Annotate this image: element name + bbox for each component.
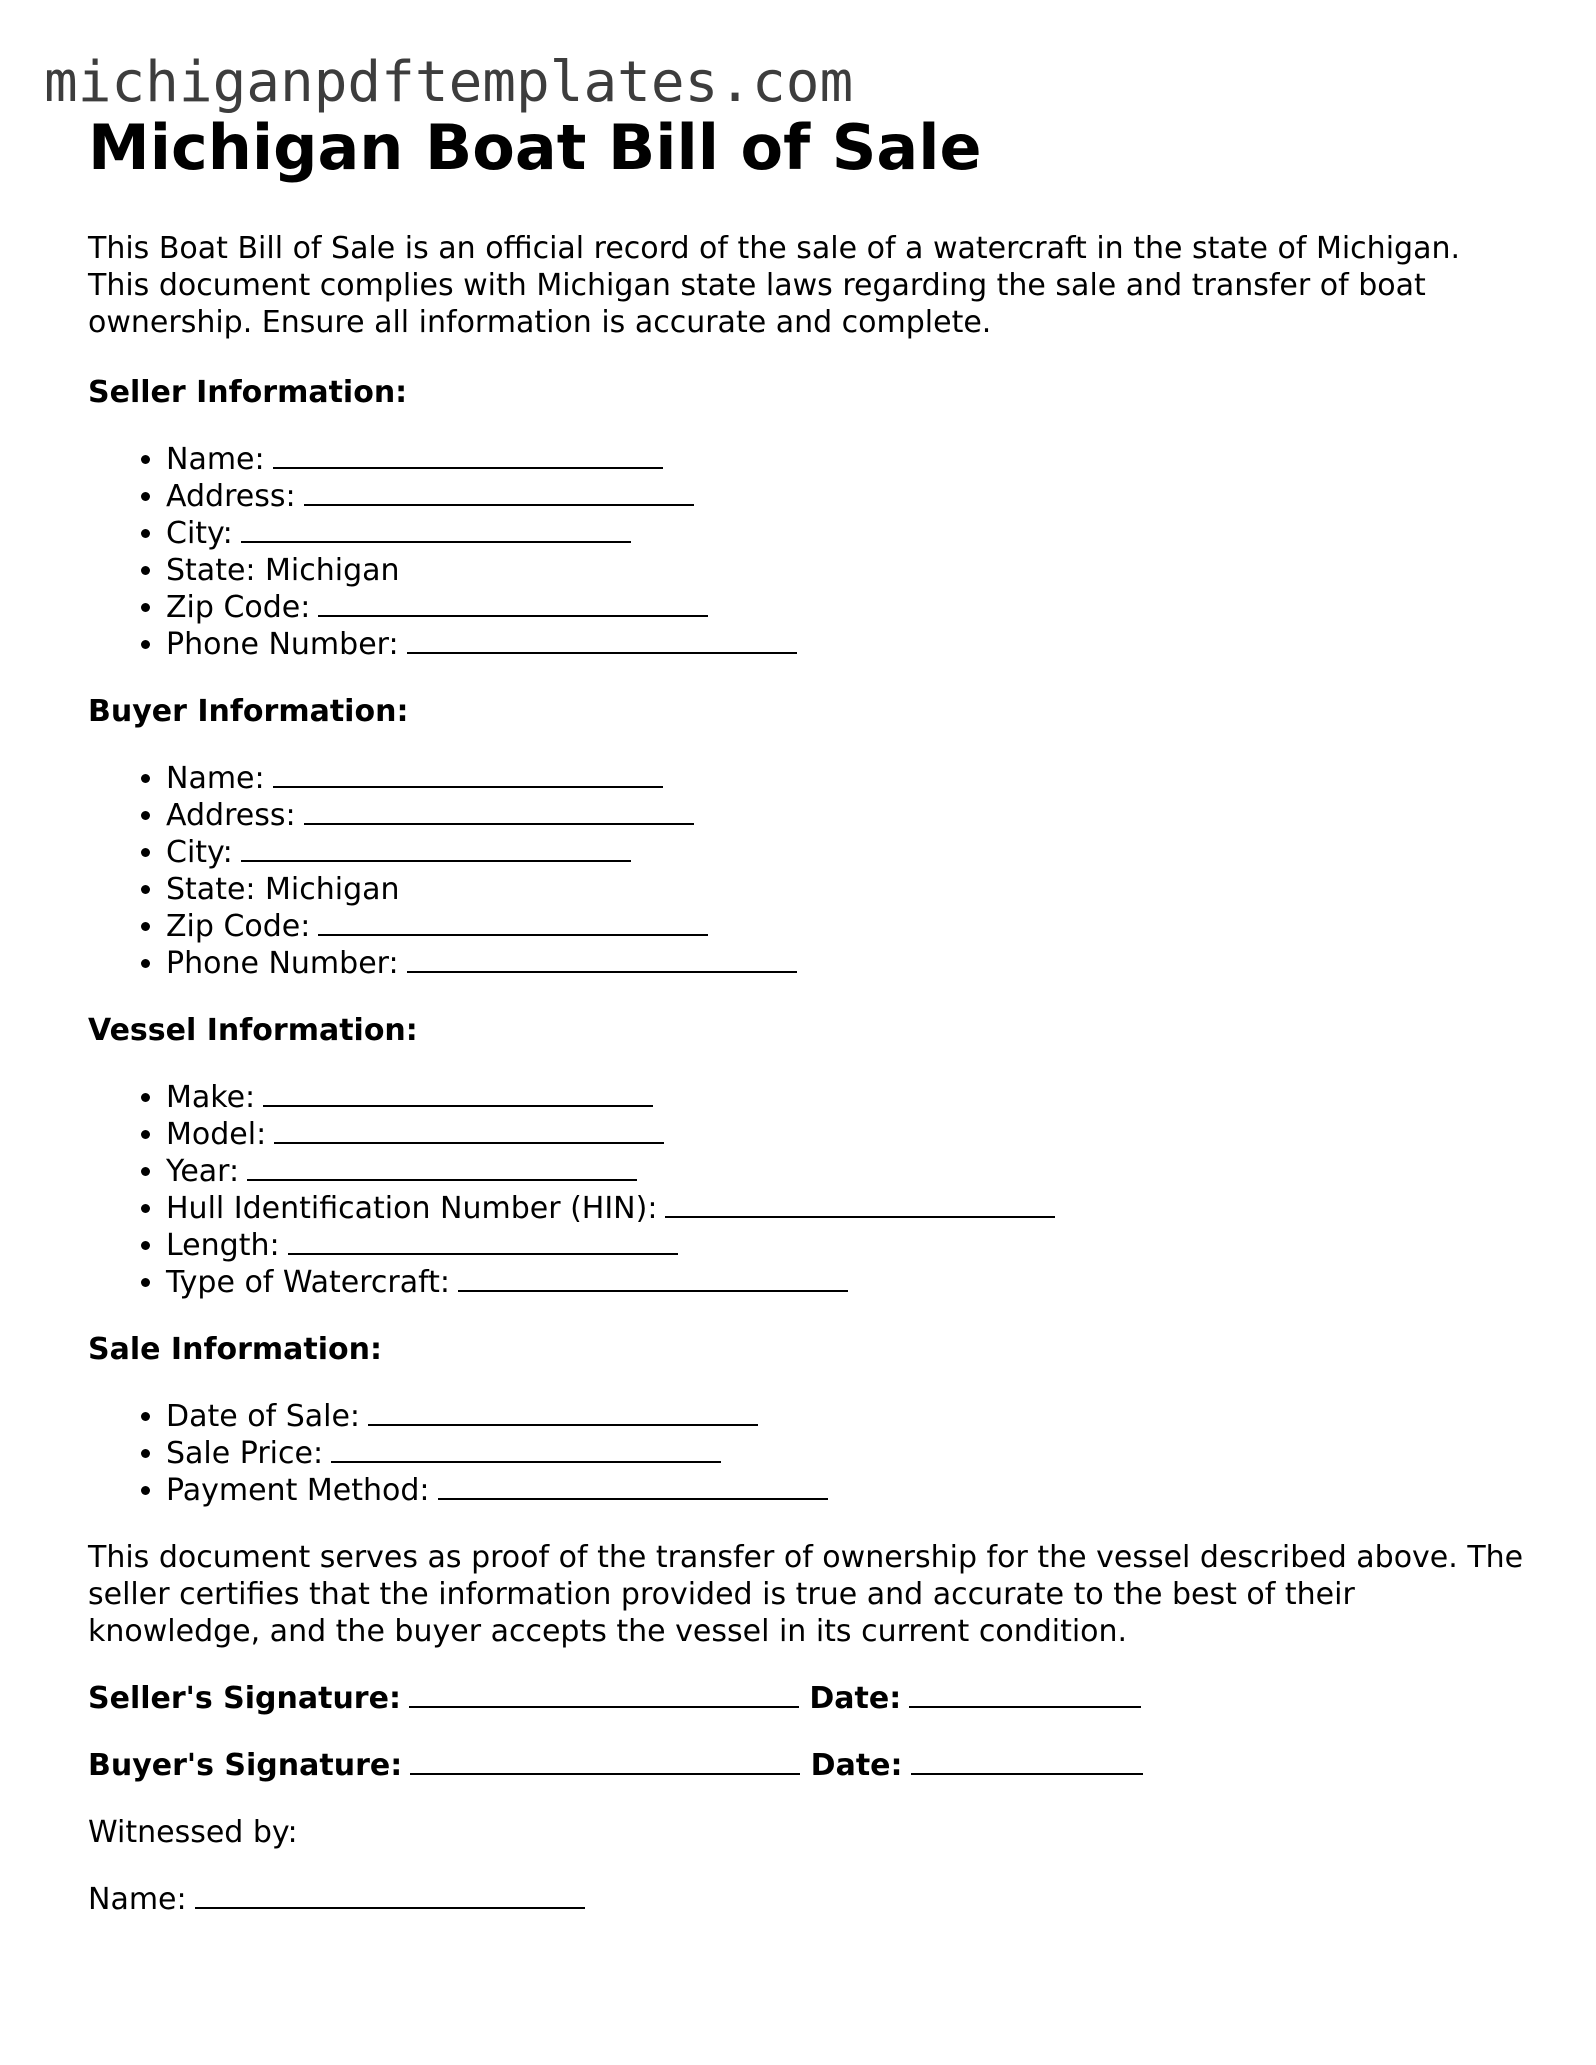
vessel-year-field: • Year: (166, 1153, 1528, 1190)
seller-city-blank[interactable] (241, 519, 631, 543)
buyer-city-field: • City: (166, 834, 1528, 871)
seller-signature-blank[interactable] (409, 1684, 799, 1708)
seller-zip-field: • Zip Code: (166, 589, 1528, 626)
buyer-section-heading: Buyer Information: (88, 694, 409, 729)
vessel-length-field: • Length: (166, 1227, 1528, 1264)
vessel-model-field: • Model: (166, 1116, 1528, 1153)
payment-method-blank[interactable] (438, 1476, 828, 1500)
buyer-name-blank[interactable] (273, 764, 663, 788)
vessel-type-blank[interactable] (458, 1268, 848, 1292)
vessel-hin-field: • Hull Identification Number (HIN): (166, 1190, 1528, 1227)
seller-field-list (88, 441, 1528, 663)
sale-date-field: • Date of Sale: (166, 1398, 1528, 1435)
vessel-model-blank[interactable] (274, 1120, 664, 1144)
sale-section-heading: Sale Information: (88, 1332, 382, 1367)
payment-method-field: • Payment Method: (166, 1472, 1528, 1509)
intro-paragraph: This Boat Bill of Sale is an official record of the sale of a watercraft in the state of Michigan. This document complies with Michigan state laws regarding the sale and transfer of boat ownership. Ensure all information is accurate and complete. (88, 231, 1461, 340)
seller-address-field: • Address: (166, 478, 1528, 515)
buyer-state-field: • State: Michigan (166, 871, 1528, 908)
seller-date-blank[interactable] (909, 1684, 1141, 1708)
vessel-make-field: • Make: (166, 1079, 1528, 1116)
certification-paragraph: This document serves as proof of the transfer of ownership for the vessel described above. The seller certifies that the information provided is true and accurate to the best of their knowledge, and the buyer accepts the vessel in its current condition. (88, 1540, 1524, 1649)
buyer-signature-blank[interactable] (410, 1751, 800, 1775)
seller-state-field: • State: Michigan (166, 552, 1528, 589)
buyer-field-list (88, 760, 1528, 982)
seller-phone-field: • Phone Number: (166, 626, 1528, 663)
buyer-signature-line: Buyer's Signature: Date: (88, 1747, 1528, 1784)
vessel-length-blank[interactable] (288, 1231, 678, 1255)
buyer-phone-blank[interactable] (407, 949, 797, 973)
document-title: Michigan Boat Bill of Sale (88, 111, 982, 184)
vessel-type-field: • Type of Watercraft: (166, 1264, 1528, 1301)
seller-name-blank[interactable] (273, 445, 663, 469)
vessel-make-blank[interactable] (263, 1083, 653, 1107)
sale-price-blank[interactable] (331, 1439, 721, 1463)
watermark: michiganpdftemplates.com (44, 50, 854, 115)
seller-phone-blank[interactable] (407, 630, 797, 654)
witness-name-line: Name: (88, 1881, 1528, 1918)
buyer-address-blank[interactable] (304, 801, 694, 825)
vessel-hin-blank[interactable] (665, 1194, 1055, 1218)
sale-date-blank[interactable] (368, 1402, 758, 1426)
vessel-section-heading: Vessel Information: (88, 1013, 418, 1048)
document-body (88, 110, 1528, 1918)
seller-signature-line: Seller's Signature: Date: (88, 1680, 1528, 1717)
buyer-zip-field: • Zip Code: (166, 908, 1528, 945)
buyer-name-field: • Name: (166, 760, 1528, 797)
witness-name-blank[interactable] (195, 1885, 585, 1909)
witness-label: Witnessed by: (88, 1815, 298, 1850)
sale-price-field: • Sale Price: (166, 1435, 1528, 1472)
buyer-date-blank[interactable] (911, 1751, 1143, 1775)
seller-zip-blank[interactable] (318, 593, 708, 617)
seller-address-blank[interactable] (304, 482, 694, 506)
seller-name-field: • Name: (166, 441, 1528, 478)
buyer-zip-blank[interactable] (318, 912, 708, 936)
seller-section-heading: Seller Information: (88, 375, 408, 410)
vessel-year-blank[interactable] (247, 1157, 637, 1181)
buyer-city-blank[interactable] (241, 838, 631, 862)
sale-field-list (88, 1398, 1528, 1509)
seller-city-field: • City: (166, 515, 1528, 552)
vessel-field-list (88, 1079, 1528, 1301)
buyer-phone-field: • Phone Number: (166, 945, 1528, 982)
buyer-address-field: • Address: (166, 797, 1528, 834)
